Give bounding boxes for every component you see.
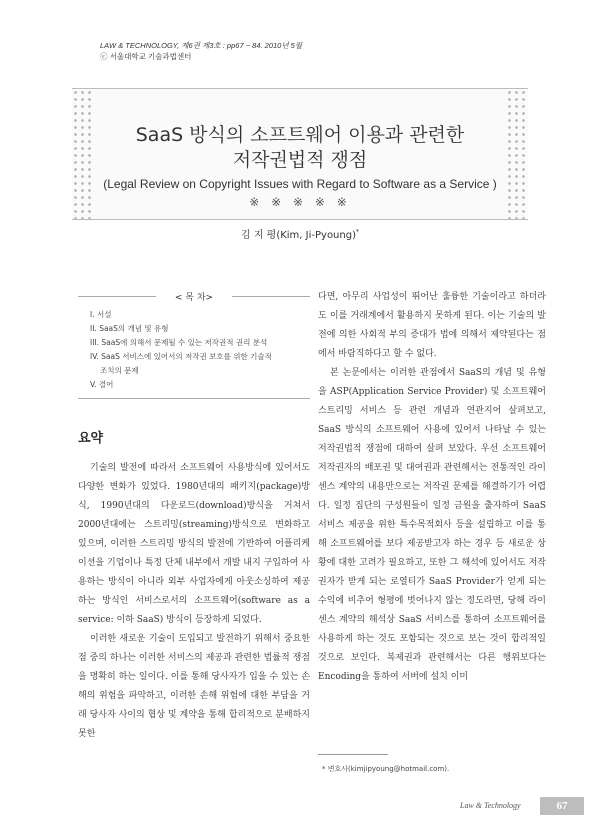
toc-bottom-rule (78, 398, 310, 399)
journal-header (100, 40, 302, 62)
right-column (318, 288, 546, 687)
toc-item: 조치의 문제 (100, 366, 139, 375)
toc-item: II. SaaS의 개념 및 유형 (90, 324, 169, 333)
toc-item: IV. SaaS 서비스에 있어서의 저작권 보호를 위한 기술적 (90, 352, 272, 361)
page-footer (460, 797, 568, 815)
toc-item: I. 서설 (90, 310, 112, 319)
author-footnote-mark: * (356, 228, 359, 236)
title-divider: ※ ※ ※ ※ ※ (249, 195, 351, 209)
journal-citation: LAW & TECHNOLOGY, 제6권 제3호 : pp67 ~ 84. 2010년 5월 (100, 41, 303, 50)
abstract-heading: 요약 (78, 431, 104, 446)
abstract-paragraph: 기술의 발전에 따라서 소프트웨어 사용방식에 있어서도 다양한 변화가 있었다. 1980년대의 패키지(package)방식, 1990년대의 다운로드(download)방식을 거쳐서 2000년대에는 스트리밍(streaming)방식으로 변화하고 있으며, 이러한 스트리밍 방식의 발전에 기반하여 어플리케이션을 기업이나 특정 단체 내부에서 개발 내지 구입하여 사용하는 방식이 아니라 외부 사업자에게 아웃소싱하여 제공하는 방식인 서비스로서의 소프트웨어(software as a service: 이하 SaaS) 방식이 등장하게 되었다. (78, 463, 310, 625)
publisher-line: ⓒ 서울대학교 기술과법센터 (100, 52, 192, 61)
author-line (0, 226, 600, 241)
footnote: * 변호사(kimjipyoung@hotmail.com). (322, 765, 450, 773)
toc-heading: < 목 차> (171, 293, 217, 303)
abstract-paragraph: 본 논문에서는 이러한 관점에서 SaaS의 개념 및 유형을 ASP(Application Service Provider) 및 소프트웨어 스트리밍 서비스 등 관련 개념과 연관지어 살펴보고, SaaS 방식의 소프트웨어 사용에 있어서 나타날 수 있는 저작권법적 쟁점에 대하여 살펴 보았다. 우선 소프트웨어 저작권자의 배포권 및 대여권과 관련해서는 전통적인 라이센스 계약의 내용만으로는 저작권 문제를 해결하기가 어렵다. 일정 집단의 구성원들이 일정 금원을 출자하여 SaaS 서비스 제공을 위한 특수목적회사 등을 설립하고 이를 통해 소프트웨어를 보다 제공받고자 하는 경우 등 새로운 상황에 대한 고려가 필요하고, 또한 그 해석에 있어서도 저작권자가 받게 되는 로열티가 SaaS Provider가 얻게 되는 수익에 비추어 형평에 벗어나지 않는 정도라면, 당해 라이센스 계약의 해석상 SaaS 서비스를 통하여 소프트웨어를 사용하게 하는 것도 포함되는 것으로 보는 것이 합리적일 것으로 보인다. 복제권과 관련해서는 다른 행위보다는 Encoding을 통하여 서버에 설치 이미 (318, 368, 546, 682)
toc-heading-row (78, 290, 310, 304)
page-number: 67 (540, 797, 584, 815)
author-name: 김 지 평(Kim, Ji-Pyoung) (240, 230, 356, 241)
toc-item: V. 결어 (90, 380, 114, 389)
toc-list (78, 308, 310, 392)
footnote-rule (318, 754, 388, 755)
left-column (78, 459, 310, 744)
abstract-paragraph: 다면, 아무리 사업성이 뛰어난 훌륭한 기술이라고 하더라도 이를 거래계에서 활용하지 못하게 된다. 이는 기술의 발전에 의한 사회적 부의 증대가 법에 의해서 제약된다는 점에서 바람직하다고 할 수 없다. (318, 292, 546, 359)
toc-item: III. SaaS에 의해서 문제될 수 있는 저작권적 권리 분석 (90, 338, 268, 347)
abstract-paragraph: 이러한 새로운 기술이 도입되고 발전하기 위해서 중요한 점 중의 하나는 이러한 서비스의 제공과 관련한 법률적 쟁점을 명확히 하는 일이다. 이를 통해 당사자가 입을 수 있는 손해의 위험을 파악하고, 이러한 손해 위험에 대한 부담을 거래 당사자 사이의 협상 및 계약을 통해 합리적으로 분배하지 못한 (78, 634, 310, 739)
title-box (72, 88, 528, 220)
footer-journal-label: Law & Technology (460, 801, 521, 810)
title-english: (Legal Review on Copyright Issues with Regard to Software as a Service ) (103, 177, 497, 191)
title-korean-line2: 저작권법적 쟁점 (232, 149, 368, 171)
title-korean-line1: SaaS 방식의 소프트웨어 이용과 관련한 (135, 124, 465, 146)
table-of-contents (78, 290, 310, 399)
